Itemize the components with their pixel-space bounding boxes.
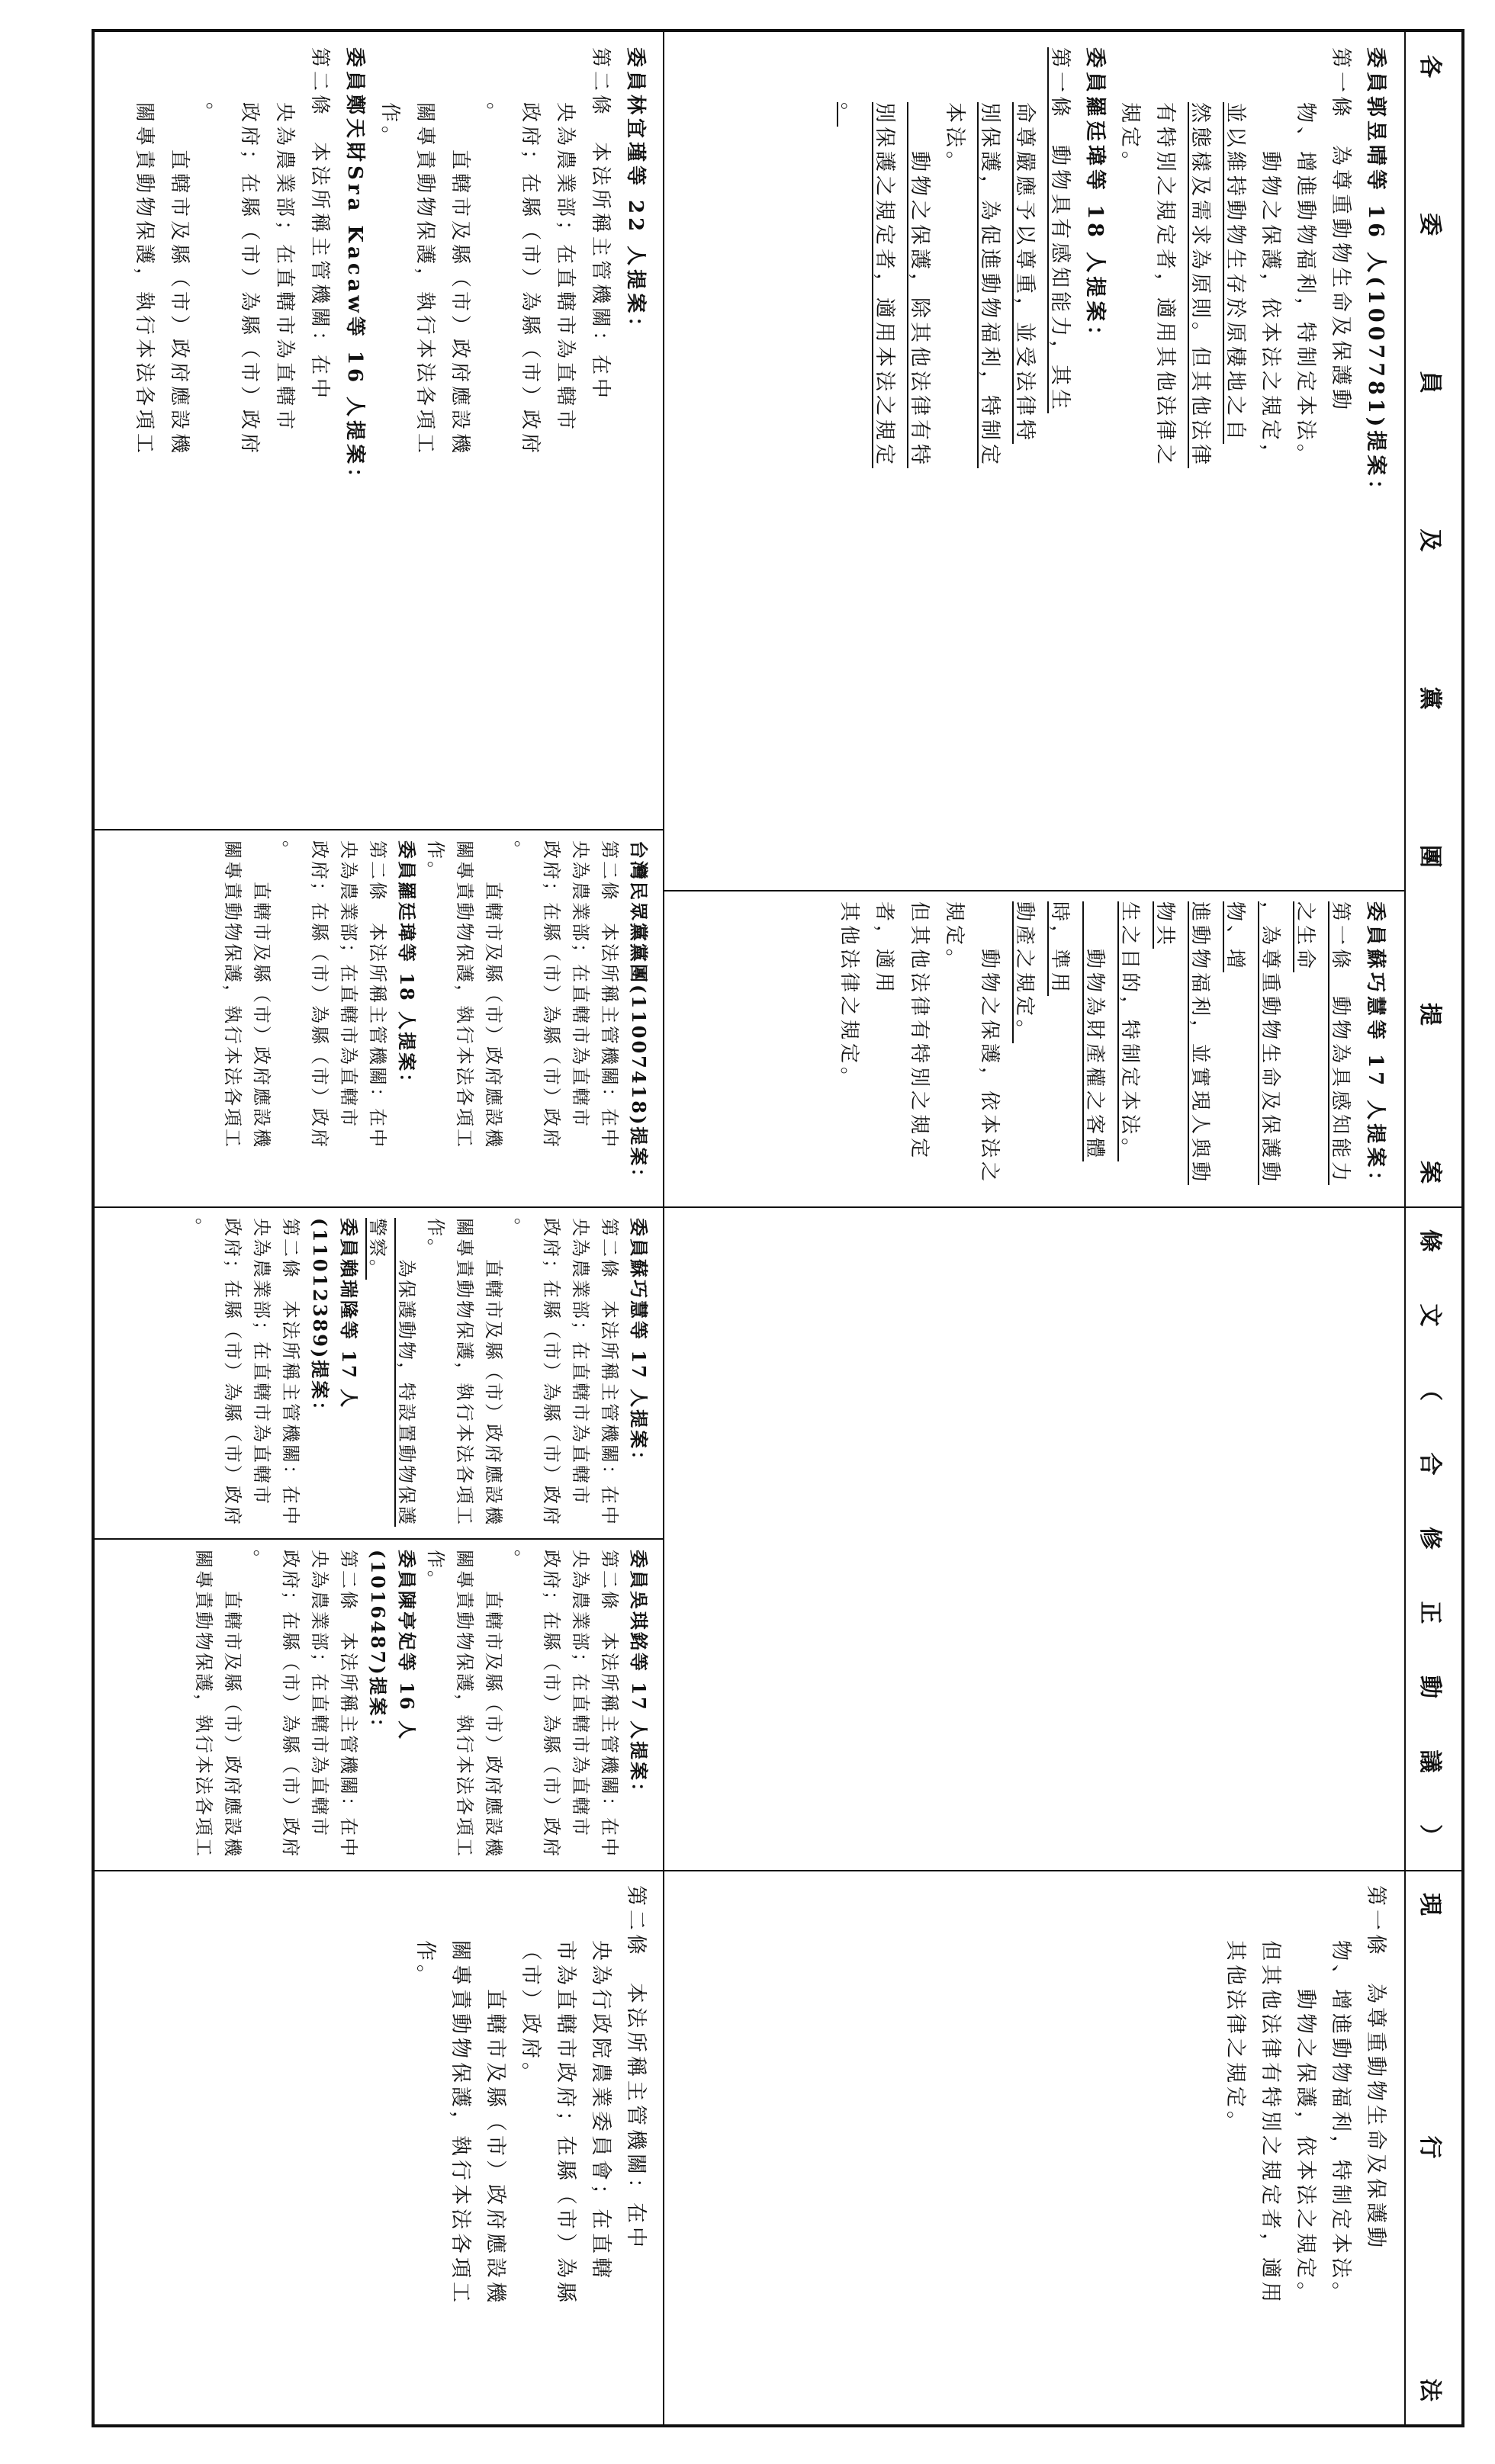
text-line: 第二條 本法所稱主管機關：在中 [589,47,612,403]
header-char: 條 [1416,1229,1444,1252]
header-char: 團 [1416,844,1444,868]
text-line: 作。 [425,840,446,882]
text-line: 政府；在縣（市）為縣（市）政府 [280,1550,301,1858]
proposer-lin: 委員林宜瑾等 22 人提案： [624,47,647,341]
text-line: 第一條 動物為具感知能力之生命 [1294,901,1352,1186]
proposer-su-2: 委員蘇巧慧等 17 人提案： [628,1218,650,1472]
text-line: 動物之保護，依本法之規定。 [1294,1940,1317,2306]
text-line: 作。 [425,1550,446,1591]
text-line: 第二條 本法所稱主管機關：在中 [599,1550,620,1858]
text-line: 。 [512,840,533,861]
text-line: 關專責動物保護，執行本法各項工 [413,102,436,458]
text-line: 。 [512,1550,533,1570]
proposer-lai: 委員賴瑞隆等 17 人(11012389)提案： [309,1218,360,1422]
text-line: 第一條 為尊重動物生命及保護動 [1329,47,1352,413]
text-line: 直轄市及縣（市）政府應設機 [484,1940,507,2306]
header-char: 黨 [1416,686,1444,710]
text-line: 第二條 本法所稱主管機關：在中 [624,1885,648,2251]
text-line: 央為農業部；在直轄市為直轄市 [338,840,359,1129]
header-char: 現 [1416,1893,1444,1916]
text-line: 本法。 [943,102,966,175]
row2-divider-a1 [95,829,664,830]
text-line: 央為行政院農業委員會；在直轄 [589,1940,612,2282]
row2-divider-b1 [95,1538,664,1540]
proposer-wu: 委員吳琪銘等 17 人提案： [628,1550,650,1804]
text-line: 作。 [378,102,401,150]
text-line: 進動物福利，並實現人與動物共 [1153,901,1211,1186]
text-line: 直轄市及縣（市）政府應設機 [483,1550,504,1858]
row2-amendment-b2-cell [189,1550,653,1862]
text-line: 別保護，為促進動物福利，特制定 [978,102,1001,468]
proposer-luo: 委員羅廷瑋等 18 人提案： [1083,47,1107,350]
text-line: 直轄市及縣（市）政府應設機 [483,840,504,1149]
row2-proposal-a1-cell [127,47,653,818]
table-rotated-content [95,32,1461,2424]
text-line: 關專責動物保護，執行本法各項工 [222,840,243,1149]
text-line: 但其他法律有特別之規定者，適用 [1259,1940,1282,2306]
text-line: 物、增進動物福利，特制定本法。 [1294,102,1317,468]
text-line: 動物之保護，除其他法律有特 [908,102,931,468]
text-line: 有特別之規定者，適用其他法律之 [1153,102,1177,468]
header-current-law [1404,1870,1461,2424]
header-char: 修 [1416,1527,1444,1550]
row2-proposal-a2-cell [218,840,653,1199]
row1-current-law-cell [1217,1885,1393,2411]
text-line: 央為農業部；在直轄市為直轄市 [309,1550,330,1838]
text-line: ，為尊重動物生命及保護動物、增 [1223,901,1281,1186]
text-line: 關專責動物保護，執行本法各項工 [193,1550,214,1858]
text-line: 直轄市及縣（市）政府應設機 [251,840,272,1149]
text-line: 為保護動物，特設置動物保護 [396,1218,417,1527]
text-line: 政府；在縣（市）為縣（市）政府 [309,840,330,1149]
text-line: 其他法律之規定。 [1223,1940,1247,2135]
proposer-zheng: 委員鄭天財Sra Kacaw等 16 人提案： [343,47,366,492]
comparison-table [92,29,1464,2427]
text-line: 其他法律之規定。 [838,901,860,1091]
row1-divider-a [664,890,1404,891]
text-line: 央為農業部；在直轄市為直轄市 [273,102,296,434]
text-line: 動物之保護，依本法之規定。 [943,901,1001,1186]
text-line: 政府；在縣（市）為縣（市）政府 [541,1218,562,1527]
text-line: 關專責動物保護，執行本法各項工 [454,1218,475,1527]
text-line: 然態樣及需求為原則。但其他法律 [1188,102,1212,468]
proposer-tpp-caucus: 台灣民眾黨黨團(11007418)提案： [628,840,650,1189]
text-line: 直轄市及縣（市）政府應設機 [168,102,191,458]
proposer-luo-2: 委員羅廷瑋等 18 人提案： [396,840,418,1094]
text-line: 第二條 本法所稱主管機關：在中 [367,840,388,1149]
header-char: 正 [1416,1601,1444,1624]
text-line: 動物為財產權之客體時，準用 [1048,901,1106,1162]
header-char: 員 [1416,371,1444,394]
text-line: 第一條 為尊重動物生命及保護動 [1364,1885,1387,2251]
column-divider-current [95,1870,1461,1871]
text-line: 作。 [425,1218,446,1259]
row2-divider-a2 [95,1206,664,1208]
proposer-su: 委員蘇巧慧等 17 人提案： [1364,901,1387,1195]
header-char: 委 [1416,213,1444,236]
text-line: 直轄市及縣（市）政府應設機 [222,1550,243,1858]
text-line: 規定。 [1118,102,1142,175]
text-line: 作。 [413,1940,437,1989]
text-line: 政府；在縣（市）為縣（市）政府 [238,102,261,458]
text-line: 第二條 本法所稱主管機關：在中 [599,840,620,1149]
text-line: 政府；在縣（市）為縣（市）政府 [519,102,542,458]
text-line: 第二條 本法所稱主管機關：在中 [599,1218,620,1527]
text-line: 關專責動物保護，執行本法各項工 [133,102,156,458]
table-header-row [1404,32,1461,2424]
text-line: 。 [203,102,226,127]
text-line: 央為農業部；在直轄市為直轄市 [554,102,577,434]
text-line: 第二條 本法所稱主管機關：在中 [280,1218,301,1527]
text-line: 動產之規定。 [1013,901,1036,1044]
header-char: 文 [1416,1303,1444,1327]
text-line: 政府；在縣（市）為縣（市）政府 [541,1550,562,1858]
row-divider [663,32,664,2424]
text-line: 關專責動物保護，執行本法各項工 [454,1550,475,1858]
text-line: 央為農業部；在直轄市為直轄市 [570,1550,591,1838]
text-line: 命尊嚴應予以尊重，並受法律特 [1013,102,1037,444]
text-line: 關專責動物保護，執行本法各項工 [454,840,475,1149]
text-line: 。 [512,1218,533,1238]
header-char: ） [1416,1824,1444,1847]
text-line: 物、增進動物福利，特制定本法。 [1329,1940,1352,2306]
header-proposals [1404,32,1461,1206]
text-line: 生之目的，特制定本法。 [1118,901,1141,1162]
text-line: 第二條 本法所稱主管機關：在中 [308,47,331,403]
text-line: 政府；在縣（市）為縣（市）政府 [222,1218,243,1527]
row2-amendment-b1-cell [189,1218,653,1531]
row1-proposal-cell [831,47,1393,871]
text-line: 別保護之規定者，適用本法之規定 [873,102,896,468]
header-divider [1404,1206,1461,1208]
text-line: 央為農業部；在直轄市為直轄市 [570,1218,591,1506]
text-line: 直轄市及縣（市）政府應設機 [483,1218,504,1527]
header-char: 提 [1416,1002,1444,1026]
text-line: 關專責動物保護，執行本法各項工 [448,1940,472,2306]
text-line: 央為農業部；在直轄市為直轄市 [570,840,591,1129]
header-amendment [1404,1206,1461,1870]
text-line: 政府；在縣（市）為縣（市）政府 [541,840,562,1149]
row1-amendment-cell [831,901,1393,1199]
header-char: 各 [1416,55,1444,78]
text-line: 央為農業部；在直轄市為直轄市 [251,1218,272,1506]
text-line: 第一條 動物具有感知能力，其生 [1048,47,1072,413]
text-line: 。 [280,840,301,861]
header-char: 合 [1416,1452,1444,1476]
header-char: （ [1416,1378,1444,1401]
text-line: （市）政府。 [519,1940,542,2087]
text-line: 第二條 本法所稱主管機關：在中 [338,1550,359,1858]
row1-divider-b [664,1206,1404,1208]
text-line: 。 [193,1218,214,1238]
text-line: 警察。 [367,1218,388,1280]
header-char: 案 [1416,1160,1444,1184]
text-line: 但其他法律有特別之規定者，適用 [873,901,931,1162]
text-line: 。 [838,102,861,127]
text-line: 動物之保護，依本法之規定， [1259,102,1282,468]
row2-current-law-cell [407,1885,653,2411]
proposer-chen: 委員陳亭妃等 16 人(1016487)提案： [367,1550,418,1742]
text-line: 並以維持動物生存於原棲地之自 [1223,102,1247,444]
header-char: 動 [1416,1675,1444,1698]
header-char: 法 [1416,2379,1444,2401]
header-char: 議 [1416,1749,1444,1773]
header-char: 及 [1416,528,1444,552]
header-char: 行 [1416,2135,1444,2159]
proposer-guo: 委員郭昱晴等 16 人(1007781)提案： [1364,47,1387,504]
text-line: 。 [484,102,506,127]
text-line: 。 [251,1550,272,1570]
text-line: 直轄市及縣（市）政府應設機 [448,102,471,458]
text-line: 市為直轄市政府；在縣（市）為縣 [554,1940,577,2306]
